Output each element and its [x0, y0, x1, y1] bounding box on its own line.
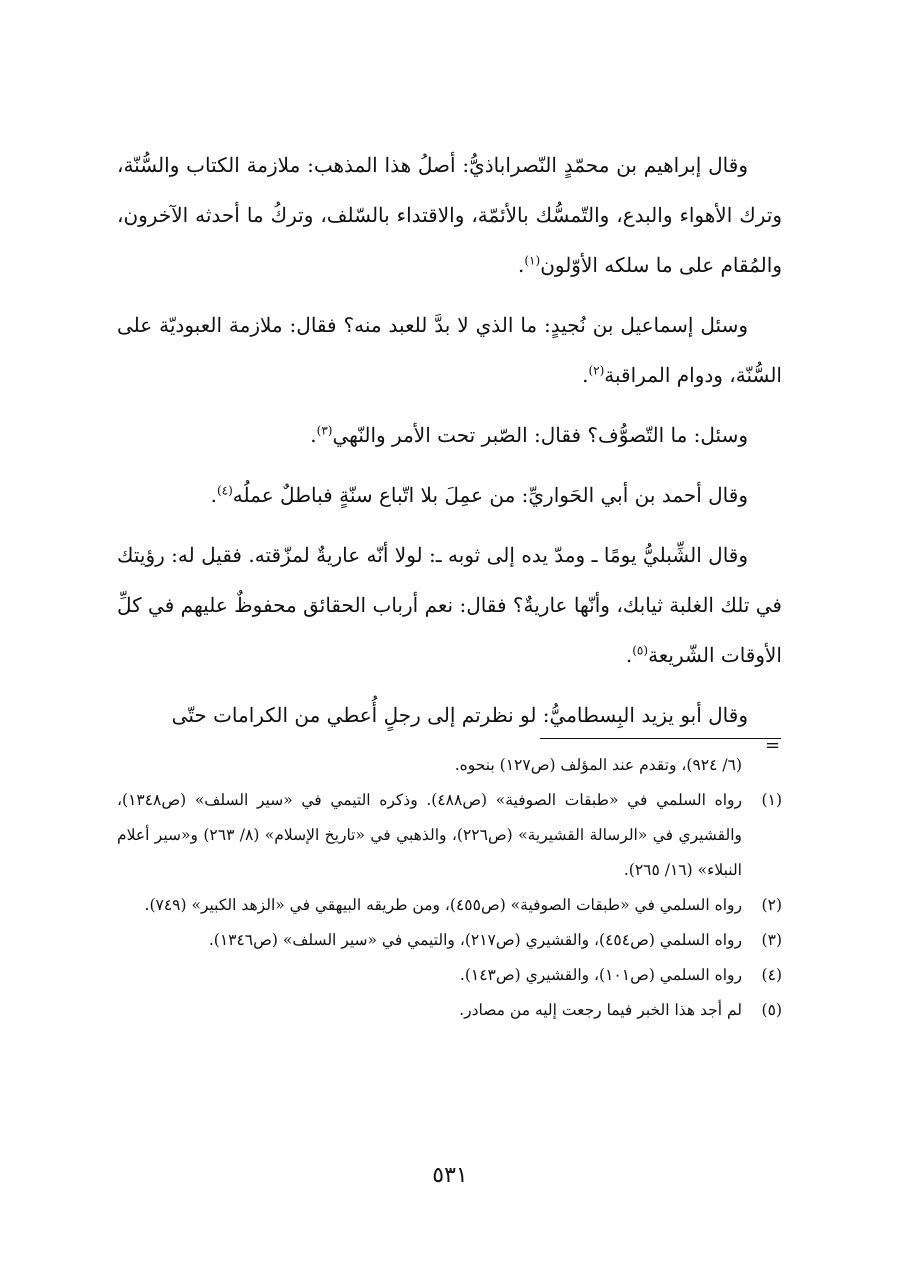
paragraph: وقال إبراهيم بن محمّدٍ النّصراباذيُّ: أصلُ هذا المذهب: ملازمة الكتاب والسُّنّة، وترك الأهواء والبدع، والتّمسُّك بالأئمّة، والاقتداء بالسّلف، وتركُ ما أحدثه الآخرون، والمُقام على ما سلكه الأوّلون$^{(١)}$. — [117, 153, 782, 277]
footnote-marker[interactable]: (٥) — [632, 643, 649, 658]
footnote — [117, 783, 782, 888]
footnotes — [117, 748, 782, 1028]
footnote-marker[interactable]: (٢) — [588, 363, 605, 378]
footnote-number: (٢) — [761, 896, 782, 914]
footnote-text: رواه السلمي في «طبقات الصوفية» (ص٤٥٥)، ومن طريقه البيهقي في «الزهد الكبير» (٧٤٩). — [144, 896, 742, 914]
footnote-separator — [540, 738, 781, 739]
main-text — [117, 140, 782, 750]
footnote-text: لم أجد هذا الخبر فيما رجعت إليه من مصادر. — [459, 1001, 742, 1019]
footnote-number: (٤) — [761, 966, 782, 984]
page-number: ٥٣١ — [432, 1163, 468, 1188]
footnote-marker[interactable]: (٣) — [316, 423, 333, 438]
footnote-number: (٥) — [761, 1001, 782, 1019]
paragraph: وقال أبو يزيد البِسطاميُّ: لو نظرتم إلى رجلٍ أُعطي من الكرامات حتّى — [171, 703, 748, 727]
paragraph: وقال الشِّبليُّ يومًا ـ ومدّ يده إلى ثوبه ـ: لولا أنّه عاريةٌ لمزّقته. فقيل له: رؤيتك في تلك الغلبة ثيابك، وأنّها عاريةٌ؟ فقال: نعم أرباب الحقائق محفوظٌ عليهم في كلِّ الأوقات الشّريعة$^{(٥)}$. — [117, 543, 782, 667]
footnote-text: رواه السلمي (ص٤٥٤)، والقشيري (ص٢١٧)، والتيمي في «سير السلف» (ص١٣٤٦). — [208, 931, 742, 949]
paragraph: وسئل: ما التّصوُّف؟ فقال: الصّبر تحت الأمر والنّهي$^{(٣)}$. — [310, 423, 748, 447]
footnote — [117, 958, 782, 993]
footnote-number: (١) — [761, 791, 782, 809]
footnote-number: (٣) — [761, 931, 782, 949]
footnote-text: رواه السلمي (ص١٠١)، والقشيري (ص١٤٣). — [459, 966, 742, 984]
footnote-continuation: (٦/ ٩٢٤)، وتقدم عند المؤلف (ص١٢٧) بنحوه. — [454, 756, 742, 774]
paragraph: وسئل إسماعيل بن نُجيدٍ: ما الذي لا بدَّ للعبد منه؟ فقال: ملازمة العبوديّة على السُّنّة، ودوام المراقبة$^{(٢)}$. — [117, 313, 782, 387]
continuation-mark: = — [765, 735, 781, 756]
footnote-text: رواه السلمي في «طبقات الصوفية» (ص٤٨٨). وذكره التيمي في «سير السلف» (ص١٣٤٨)، والقشيري في «الرسالة القشيرية» (ص٢٢٦)، والذهبي في «تاريخ الإسلام» (٨/ ٢٦٣) و«سير أعلام النبلاء» (١٦/ ٢٦٥). — [117, 791, 742, 879]
footnote — [117, 888, 782, 923]
paragraph: وقال أحمد بن أبي الحَواريِّ: من عمِلَ بلا اتّباع سنّةٍ فباطلٌ عملُه$^{(٤)}$. — [210, 483, 748, 507]
footnote-marker[interactable]: (٤) — [216, 483, 233, 498]
footnote-marker[interactable]: (١) — [524, 253, 541, 268]
footnote — [117, 993, 782, 1028]
footnote — [117, 923, 782, 958]
